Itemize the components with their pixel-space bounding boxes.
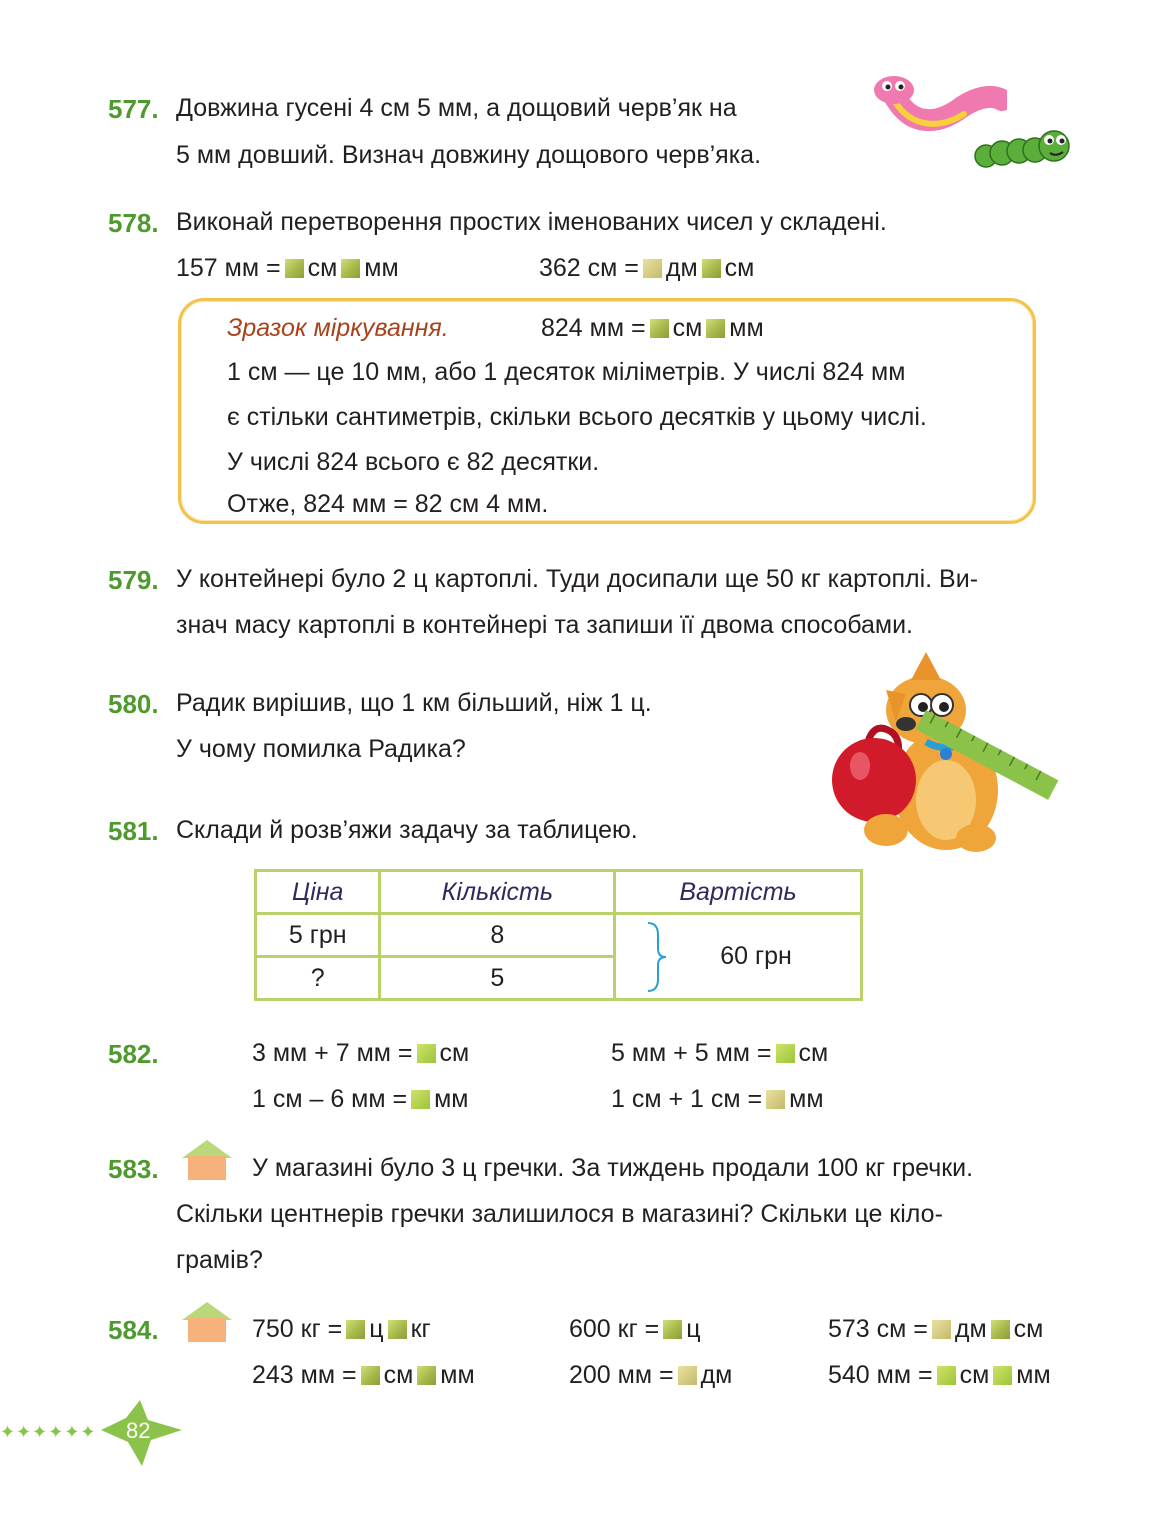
- sample-expression: 824 мм = см мм: [541, 314, 764, 342]
- answer-box[interactable]: [341, 259, 360, 278]
- problem-578-expression-2: 362 см = дм см: [539, 254, 755, 282]
- problem-578-text: Виконай перетворення простих іменованих чисел у складені.: [176, 208, 887, 236]
- answer-box[interactable]: [650, 319, 669, 338]
- dog-with-weight-and-ruler-icon: [826, 650, 1074, 858]
- problem-583-line1: У магазині було 3 ц гречки. За тиждень продали 100 кг гречки.: [252, 1154, 974, 1182]
- problem-579-number: 579.: [108, 565, 159, 595]
- problem-583-line2: Скільки центнерів гречки залишилося в магазині? Скільки це кіло-: [176, 1200, 943, 1228]
- problem-582-expression-1: 3 мм + 7 мм = см: [252, 1039, 470, 1067]
- answer-box[interactable]: [776, 1044, 795, 1063]
- problem-577-line2: 5 мм довший. Визнач довжину дощового черв’яка.: [176, 141, 762, 169]
- table-cell: 5: [380, 957, 615, 1000]
- problem-582-expression-3: 1 см – 6 мм = мм: [252, 1085, 469, 1113]
- problem-577-line1: Довжина гусені 4 см 5 мм, а дощовий черв’як на: [176, 94, 737, 122]
- problem-578-number: 578.: [108, 208, 159, 238]
- table-cell: 8: [380, 914, 615, 957]
- answer-box[interactable]: [663, 1320, 682, 1339]
- table-cell: ?: [256, 957, 380, 1000]
- answer-box[interactable]: [766, 1090, 785, 1109]
- problem-579-line1: У контейнері було 2 ц картоплі. Туди досипали ще 50 кг картоплі. Ви-: [176, 565, 979, 593]
- curly-brace-icon: [646, 921, 668, 993]
- answer-box[interactable]: [932, 1320, 951, 1339]
- problem-583-line3: грамів?: [176, 1246, 263, 1274]
- sample-line1: 1 см — це 10 мм, або 1 десяток міліметрів. У числі 824 мм: [227, 358, 906, 386]
- problem-579-line2: знач масу картоплі в контейнері та запиши її двома способами.: [176, 611, 913, 639]
- table-header-price: Ціна: [256, 871, 380, 914]
- problem-583-number: 583.: [108, 1154, 159, 1184]
- problem-582-expression-4: 1 см + 1 см = мм: [611, 1085, 824, 1113]
- table-cell: 5 грн: [256, 914, 380, 957]
- problem-581-number: 581.: [108, 816, 159, 846]
- caterpillar-icon: [972, 126, 1077, 174]
- answer-box[interactable]: [678, 1366, 697, 1385]
- problem-577-number: 577.: [108, 94, 159, 124]
- problem-580-line1: Радик вирішив, що 1 км більший, ніж 1 ц.: [176, 689, 652, 717]
- house-homework-icon: [180, 1300, 234, 1344]
- answer-box[interactable]: [702, 259, 721, 278]
- answer-box[interactable]: [706, 319, 725, 338]
- answer-box[interactable]: [937, 1366, 956, 1385]
- price-table: [254, 869, 863, 1001]
- sample-line4: Отже, 824 мм = 82 см 4 мм.: [227, 490, 549, 518]
- house-homework-icon: [180, 1138, 234, 1182]
- answer-box[interactable]: [346, 1320, 365, 1339]
- problem-578-expression-1: 157 мм = см мм: [176, 254, 399, 282]
- problem-582-expression-2: 5 мм + 5 мм = см: [611, 1039, 829, 1067]
- answer-box[interactable]: [417, 1366, 436, 1385]
- problem-580-line2: У чому помилка Радика?: [176, 735, 466, 763]
- table-header-quantity: Кількість: [380, 871, 615, 914]
- problem-584-expression-5: 200 мм = дм: [569, 1361, 733, 1389]
- sample-title: Зразок міркування.: [227, 314, 449, 342]
- problem-584-expression-4: 243 мм = см мм: [252, 1361, 475, 1389]
- answer-box[interactable]: [417, 1044, 436, 1063]
- answer-box[interactable]: [361, 1366, 380, 1385]
- table-header-cost: Вартість: [615, 871, 862, 914]
- answer-box[interactable]: [643, 259, 662, 278]
- answer-box[interactable]: [993, 1366, 1012, 1385]
- problem-582-number: 582.: [108, 1039, 159, 1069]
- problem-584-number: 584.: [108, 1315, 159, 1345]
- problem-580-number: 580.: [108, 689, 159, 719]
- answer-box[interactable]: [991, 1320, 1010, 1339]
- answer-box[interactable]: [388, 1320, 407, 1339]
- problem-584-expression-3: 573 см = дм см: [828, 1315, 1044, 1343]
- sample-line3: У числі 824 всього є 82 десятки.: [227, 448, 600, 476]
- page-number: 82: [126, 1418, 151, 1443]
- answer-box[interactable]: [411, 1090, 430, 1109]
- problem-581-text: Склади й розв’яжи задачу за таблицею.: [176, 816, 638, 844]
- sample-line2: є стільки сантиметрів, скільки всього десятків у цьому числі.: [227, 403, 927, 431]
- table-cell-total: 60 грн: [615, 914, 862, 1000]
- problem-584-expression-1: 750 кг = ц кг: [252, 1315, 431, 1343]
- footer-decoration: ✦✦✦✦✦✦: [0, 1422, 97, 1442]
- answer-box[interactable]: [285, 259, 304, 278]
- problem-584-expression-2: 600 кг = ц: [569, 1315, 701, 1343]
- problem-584-expression-6: 540 мм = см мм: [828, 1361, 1051, 1389]
